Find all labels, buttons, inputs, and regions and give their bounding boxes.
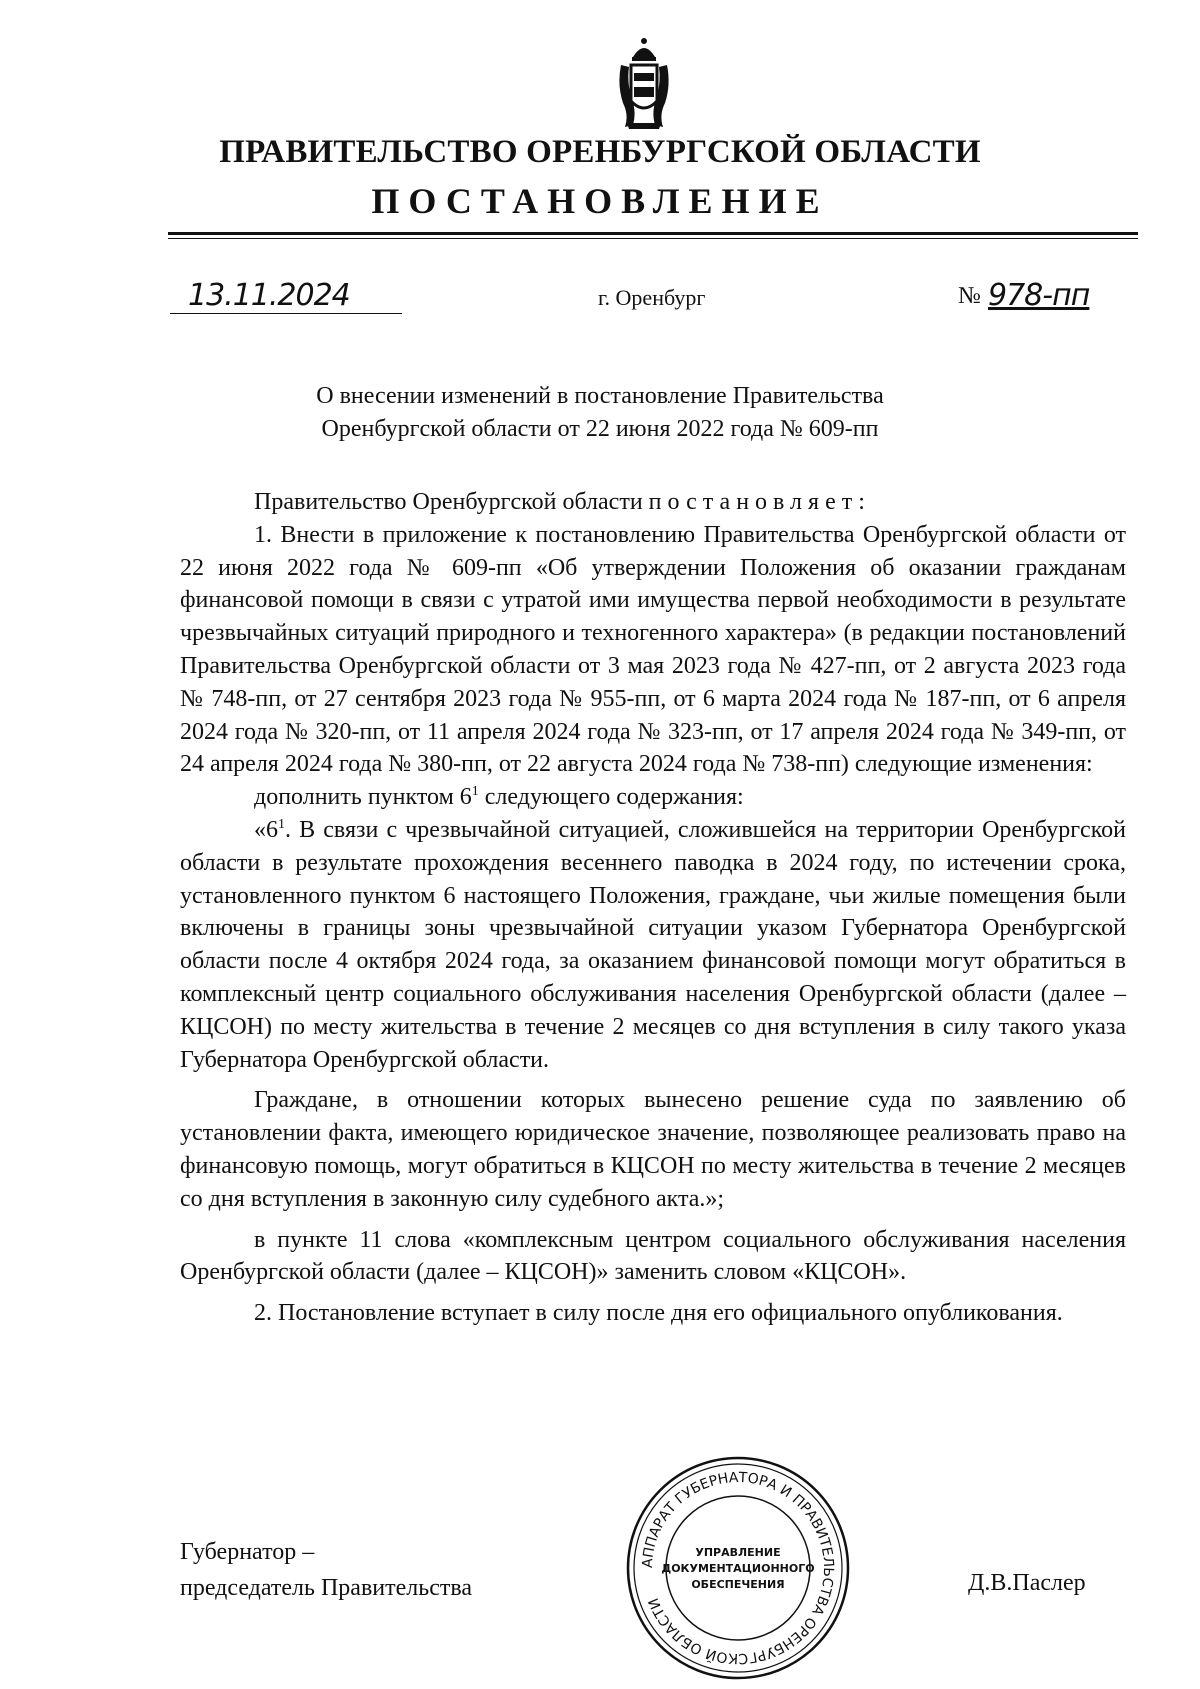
clause-text: «6: [254, 816, 278, 843]
city: г. Оренбург: [598, 285, 706, 310]
superscript: 1: [471, 784, 479, 800]
superscript: 1: [278, 816, 285, 832]
handwritten-number: 978-пп: [988, 278, 1090, 313]
clause-11-paragraph: в пункте 11 слова «комплексным центром социального обслуживания населения Оренбургской области (далее – КЦСОН)» заменить словом «КЦСОН».: [180, 1226, 1126, 1286]
preamble-colon: :: [858, 489, 865, 515]
clause-text: . В связи с чрезвычайной ситуацией, сложившейся на территории Оренбургской области в результате прохождения весеннего паводка в 2024 году, по истечении срока, установленного пунктом 6 настоящего Положения, граждане, чьи жилые помещения были включены в границы зоны чрезвычайной ситуации указом Губернатора Оренбургской области после 4 октября 2024 года, за оказанием финансовой помощи могут обратиться в комплексный центр социального обслуживания населения Оренбургской области (далее – КЦСОН) по месту жительства в течение 2 месяцев со дня вступления в силу такого указа Губернатора Оренбургской области.: [180, 816, 1126, 1073]
preamble-verb: постановляет: [648, 489, 859, 515]
signer-position-line: Губернатор –: [180, 1539, 315, 1565]
coat-of-arms-icon: [613, 35, 675, 131]
seal-ring-text: АППАРАТ ГУБЕРНАТОРА И ПРАВИТЕЛЬСТВА ОРЕНБУРГСКОЙ ОБЛАСТИ: [639, 1469, 837, 1667]
clause-1-paragraph: 1. Внести в приложение к постановлению Правительства Оренбургской области от 22 июня 2022 года № 609-пп «Об утверждении Положения об оказании гражданам финансовой помощи в связи с утратой ими имущества первой необходимости в результате чрезвычайных ситуаций природного и техногенного характера» (в редакции постановлений Правительства Оренбургской области от 3 мая 2023 года № 427-пп, от 2 августа 2023 года № 748-пп, от 27 сентября 2023 года № 955-пп, от 6 марта 2024 года № 187-пп, от 6 апреля 2024 года № 320-пп, от 11 апреля 2024 года № 323-пп, от 17 апреля 2024 года № 349-пп, от 24 апреля 2024 года № 380-пп, от 22 августа 2024 года № 738-пп) следующие изменения:: [180, 521, 1126, 778]
government-title: ПРАВИТЕЛЬСТВО ОРЕНБУРГСКОЙ ОБЛАСТИ: [219, 134, 981, 170]
official-seal-icon: [622, 1452, 854, 1684]
document-type: ПОСТАНОВЛЕНИЕ: [371, 181, 829, 221]
signer-name: Д.В.Паслер: [968, 1570, 1086, 1596]
seal-center-line: ОБЕСПЕЧЕНИЯ: [691, 1578, 785, 1591]
amendment-intro-paragraph: [180, 781, 1126, 814]
seal-center-line: ДОКУМЕНТАЦИОННОГО: [661, 1562, 815, 1575]
amendment-intro-text: дополнить пунктом 6: [254, 784, 472, 811]
clause-6-1-paragraph: [180, 814, 1126, 1076]
clause-2-paragraph: 2. Постановление вступает в силу после дня его официального опубликования.: [254, 1300, 1063, 1327]
number-sign: №: [958, 283, 981, 309]
preamble-text: Правительство Оренбургской области: [254, 489, 649, 515]
subject-line: О внесении изменений в постановление Правительства: [316, 383, 884, 409]
date-underline: [170, 313, 402, 314]
handwritten-date: 13.11.2024: [188, 278, 350, 313]
subject-line: Оренбургской области от 22 июня 2022 года № 609-пп: [321, 416, 879, 442]
document-subject: [200, 380, 1000, 446]
document-body: [180, 486, 1126, 1330]
signer-position-line: председатель Правительства: [180, 1575, 473, 1601]
amendment-intro-text: следующего содержания:: [478, 784, 744, 811]
seal-center-line: УПРАВЛЕНИЕ: [695, 1546, 781, 1559]
header-rule-thick: [168, 232, 1138, 235]
court-decision-paragraph: Граждане, в отношении которых вынесено решение суда по заявлению об установлении факта, имеющего юридическое значение, позволяющее реализовать право на финансовую помощь, могут обратиться в КЦСОН по месту жительства в течение 2 месяцев со дня вступления в законную силу судебного акта.»;: [180, 1087, 1126, 1212]
signer-position: [180, 1534, 472, 1606]
preamble-paragraph: [180, 486, 1126, 519]
header-rule-thin: [168, 238, 1138, 239]
